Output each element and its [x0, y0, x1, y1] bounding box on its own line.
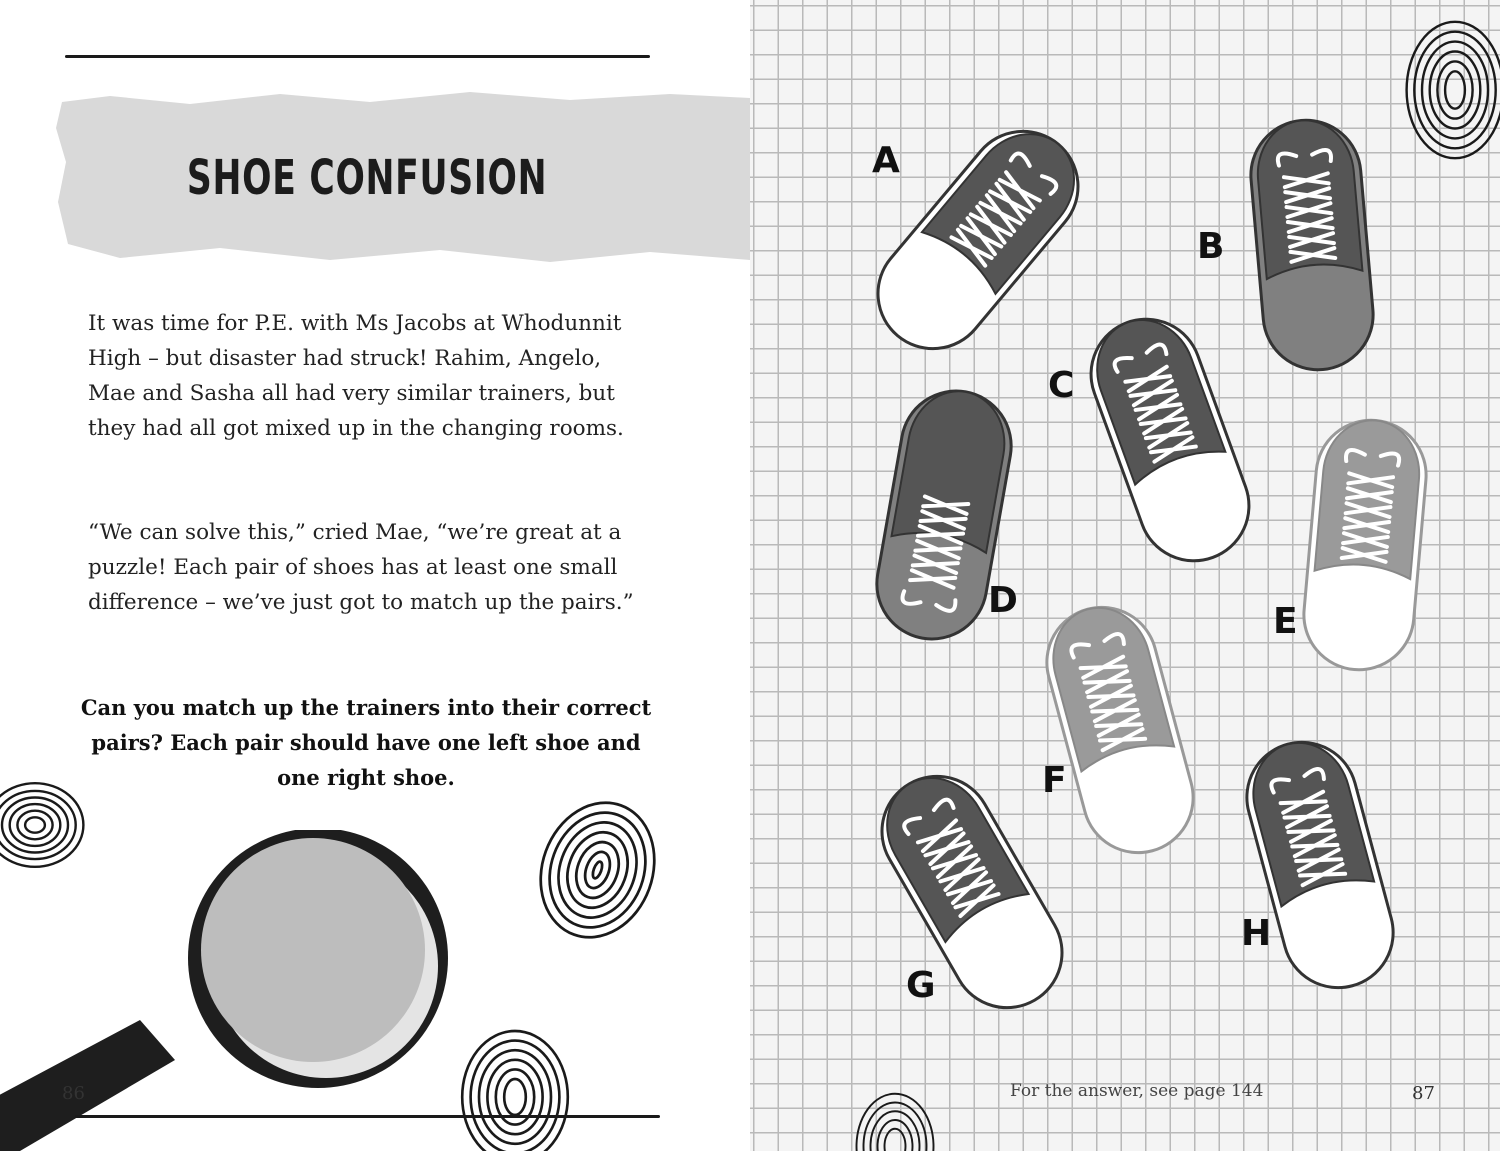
- shoes-area: [750, 0, 1500, 1151]
- shoe-label-a: A: [872, 140, 900, 181]
- shoe-label-c: C: [1048, 365, 1075, 406]
- story-paragraph-2: “We can solve this,” cried Mae, “we’re great at a puzzle! Each pair of shoes has at least one small difference – we’ve just got to match up the pairs.”: [88, 520, 634, 615]
- shoe-c[interactable]: [1076, 304, 1265, 577]
- shoe-label-e: E: [1273, 601, 1298, 642]
- story-paragraph-1: It was time for P.E. with Ms Jacobs at Whodunnit High – but disaster had struck! Rahim, Angelo, Mae and Sasha all had very similar trainers, but they had all got mixed up in the changing rooms.: [88, 311, 624, 441]
- shoe-h[interactable]: [1235, 730, 1406, 1000]
- page-number: 86: [62, 1083, 85, 1104]
- page-title: SHOE CONFUSION: [186, 150, 548, 206]
- shoe-label-b: B: [1197, 226, 1225, 267]
- shoe-e[interactable]: [1299, 416, 1430, 675]
- fingerprint-icon: [513, 778, 682, 962]
- shoe-label-d: D: [988, 580, 1018, 621]
- page-number: 87: [1412, 1083, 1435, 1104]
- shoe-b[interactable]: [1246, 116, 1377, 375]
- answer-reference: For the answer, see page 144: [1010, 1081, 1264, 1101]
- shoe-label-f: F: [1042, 760, 1067, 801]
- shoe-label-h: H: [1241, 913, 1272, 954]
- bottom-rule: [75, 1115, 660, 1118]
- fingerprint-icon: [455, 1025, 575, 1151]
- puzzle-question: Can you match up the trainers into their correct pairs? Each pair should have one left shoe and one right shoe.: [80, 695, 652, 790]
- shoe-f[interactable]: [1035, 595, 1206, 865]
- top-rule: [65, 55, 650, 58]
- shoe-label-g: G: [906, 965, 936, 1006]
